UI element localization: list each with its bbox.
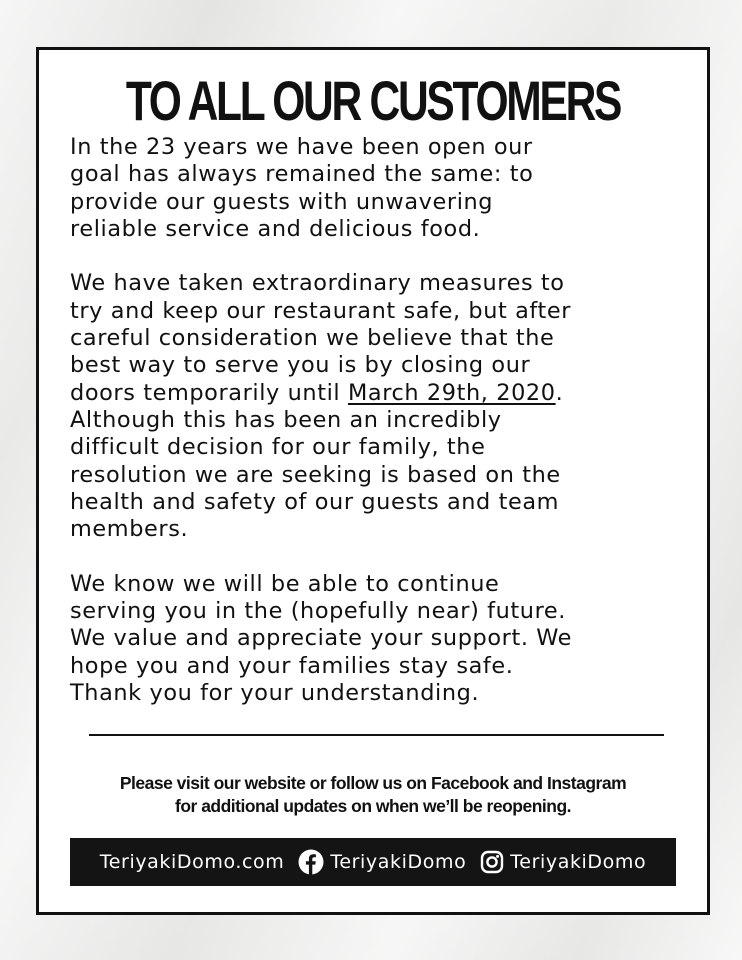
- facebook-link[interactable]: [298, 849, 466, 875]
- facebook-icon: [298, 849, 324, 875]
- reopening-date: March 29th, 2020: [347, 379, 556, 406]
- website-label: TeriyakiDomo.com: [99, 851, 285, 873]
- divider-line: [89, 734, 664, 736]
- social-bar: [70, 838, 676, 886]
- paragraph-closure: [70, 270, 680, 543]
- notice-title: TO ALL OUR CUSTOMERS: [125, 69, 621, 132]
- instagram-handle: TeriyakiDomo: [510, 851, 647, 873]
- instagram-link[interactable]: [480, 850, 646, 874]
- follow-line-2: for additional updates on when we’ll be reopening.: [175, 796, 571, 816]
- closure-text-before: We have taken extraordinary measures to try and keep our restaurant safe, but after careful consideration we believe that the best way to serve you is by closing our doors temporarily until: [70, 270, 572, 406]
- closure-text-after: . Although this has been an incredibly difficult decision for our family, the resolution we are seeking is based on the health and safety of our guests and team members.: [70, 379, 564, 543]
- follow-line-1: Please visit our website or follow us on Facebook and Instagram: [119, 773, 627, 793]
- notice-card: [36, 47, 710, 915]
- paragraph-history: In the 23 years we have been open our goal has always remained the same: to provide our guests with unwavering reliable service and delicious food.: [70, 134, 534, 242]
- follow-notice: [59, 772, 687, 818]
- website-link[interactable]: [100, 851, 285, 873]
- notice-body: [70, 134, 680, 707]
- facebook-handle: TeriyakiDomo: [330, 851, 467, 873]
- instagram-icon: [480, 850, 504, 874]
- paragraph-thanks: We know we will be able to continue serving you in the (hopefully near) future. We value and appreciate your support. We hope you and your families stay safe. Thank you for your understanding.: [70, 570, 573, 706]
